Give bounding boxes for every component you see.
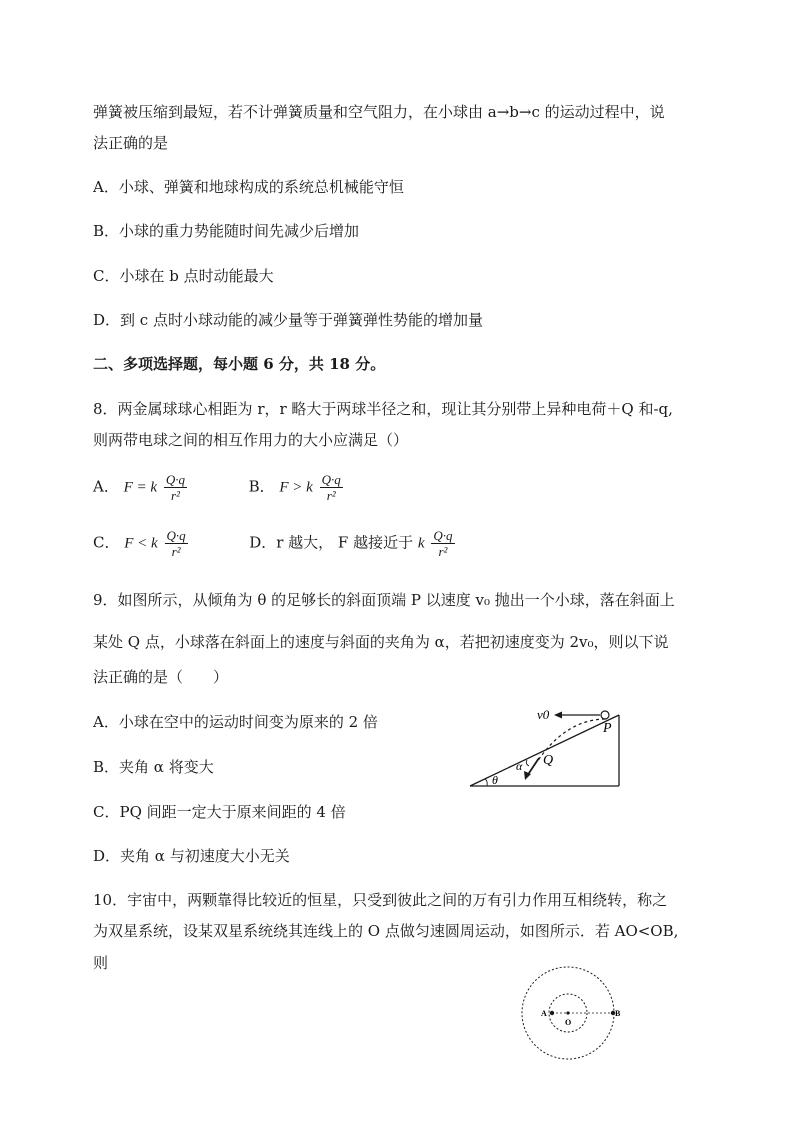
fraction-numerator: Q·q xyxy=(166,528,186,543)
q8-stem-line2: 则两带电球之间的相互作用力的大小应满足（） xyxy=(93,431,409,449)
label-b: B xyxy=(615,1009,620,1018)
fraction-denominator: r² xyxy=(326,488,336,503)
q8-option-d-expr: k xyxy=(417,535,425,552)
q9-option-a: A．小球在空中的运动时间变为原来的 2 倍 xyxy=(93,713,378,731)
alpha-label: α xyxy=(516,759,523,773)
star-a xyxy=(550,1011,554,1015)
theta-arc xyxy=(485,779,487,786)
q7-option-d: D．到 c 点时小球动能的减少量等于弹簧弹性势能的增加量 xyxy=(93,311,483,329)
q8-option-c-fraction xyxy=(165,528,188,559)
fraction-numerator: Q·q xyxy=(165,472,185,487)
center-o xyxy=(566,1011,569,1014)
q7-stem-line1: 弹簧被压缩到最短，若不计弹簧质量和空气阻力，在小球由 a→b→c 的运动过程中，说 xyxy=(93,103,665,121)
incline-figure xyxy=(465,700,625,792)
q8-option-c-label: C． xyxy=(93,533,120,552)
theta-label: θ xyxy=(492,773,498,787)
fraction-numerator: Q·q xyxy=(321,472,341,487)
q9-option-b: B．夹角 α 将变大 xyxy=(93,758,214,776)
q10-stem-line1: 10．宇宙中，两颗靠得比较近的恒星，只受到彼此之间的万有引力作用互相绕转，称之 xyxy=(93,891,668,909)
fraction-denominator: r² xyxy=(438,544,448,559)
q8-option-b-label: B． xyxy=(248,477,275,496)
q7-option-b: B．小球的重力势能随时间先减少后增加 xyxy=(93,222,360,240)
velocity-arrowhead xyxy=(554,712,562,719)
q8-stem-line1: 8．两金属球球心相距为 r，r 略大于两球半径之和，现让其分别带上异种电荷＋Q 和-q, xyxy=(93,400,673,418)
alpha-arc xyxy=(526,760,529,766)
q8-option-c-expr: F < k xyxy=(124,535,158,552)
point-p-label: P xyxy=(603,721,612,736)
q8-option-b-expr: F > k xyxy=(279,479,313,496)
point-q-label: Q xyxy=(543,753,554,768)
q10-stem-line2: 为双星系统，设某双星系统绕其连线上的 O 点做匀速圆周运动，如图所示．若 AO<OB, xyxy=(93,922,679,940)
label-a: A xyxy=(541,1009,547,1018)
label-o: O xyxy=(565,1018,572,1027)
q10-stem-line3: 则 xyxy=(93,954,109,972)
q9-stem-line2: 某处 Q 点，小球落在斜面上的速度与斜面的夹角为 α，若把初速度变为 2v₀，则以下说 xyxy=(93,633,669,651)
q8-option-a-expr: F = k xyxy=(123,479,158,496)
section-heading: 二、多项选择题，每小题 6 分，共 18 分。 xyxy=(93,355,386,373)
q8-option-a-label: A． xyxy=(93,477,119,496)
q9-stem-line3: 法正确的是（ ） xyxy=(93,668,229,686)
binary-star-figure xyxy=(520,960,620,1066)
q8-option-d-fraction xyxy=(431,528,454,559)
ball xyxy=(601,711,609,719)
fraction-denominator: r² xyxy=(170,488,180,503)
v0-label: v0 xyxy=(537,707,550,722)
q7-stem-line2: 法正确的是 xyxy=(93,134,169,152)
q8-option-d-text: D．r 越大， F 越接近于 xyxy=(249,533,414,552)
q8-options-ab xyxy=(93,472,345,503)
fraction-denominator: r² xyxy=(171,544,181,559)
q8-options-cd xyxy=(93,528,457,559)
q9-stem-line1: 9．如图所示，从倾角为 θ 的足够长的斜面顶端 P 以速度 v₀ 抛出一个小球，落在斜面上 xyxy=(93,591,675,609)
q7-option-c: C．小球在 b 点时动能最大 xyxy=(93,267,274,285)
q9-option-d: D．夹角 α 与初速度大小无关 xyxy=(93,847,290,865)
q8-option-b-fraction xyxy=(320,472,343,503)
fraction-numerator: Q·q xyxy=(433,528,453,543)
q7-option-a: A．小球、弹簧和地球构成的系统总机械能守恒 xyxy=(93,178,404,196)
q8-option-a-fraction xyxy=(164,472,187,503)
q9-option-c: C．PQ 间距一定大于原来间距的 4 倍 xyxy=(93,803,346,821)
